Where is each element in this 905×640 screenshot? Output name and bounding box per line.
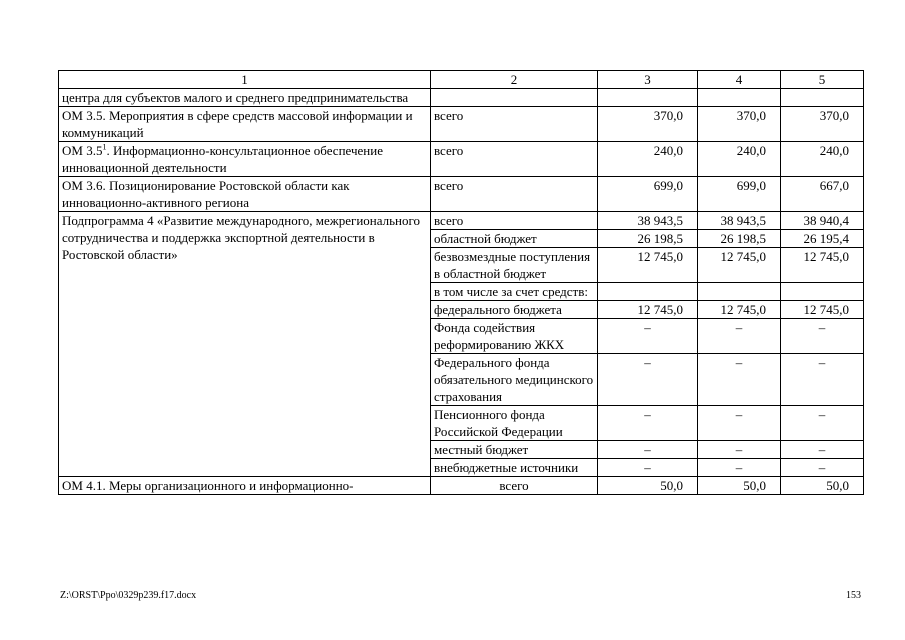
- value-cell: –: [598, 459, 698, 477]
- source-cell: местный бюджет: [431, 441, 598, 459]
- value-cell: –: [598, 354, 698, 406]
- value-cell: 50,0: [598, 477, 698, 495]
- value-cell: 12 745,0: [698, 301, 781, 319]
- header-row: [59, 71, 864, 89]
- value-cell: –: [598, 319, 698, 354]
- table-row: [59, 177, 864, 212]
- value-cell: 667,0: [781, 177, 864, 212]
- value-cell: –: [781, 459, 864, 477]
- value-cell: –: [598, 406, 698, 441]
- value-cell: –: [698, 319, 781, 354]
- row-name: центра для субъектов малого и среднего предпринимательства: [59, 89, 431, 107]
- value-cell: 50,0: [698, 477, 781, 495]
- value-cell: 12 745,0: [598, 301, 698, 319]
- source-cell: федерального бюджета: [431, 301, 598, 319]
- header-cell: 4: [698, 71, 781, 89]
- header-cell: 5: [781, 71, 864, 89]
- header-cell: 2: [431, 71, 598, 89]
- value-cell: –: [698, 459, 781, 477]
- value-cell: 50,0: [781, 477, 864, 495]
- row-name: ОМ 3.6. Позиционирование Ростовской области как инновационно-активного региона: [59, 177, 431, 212]
- header-cell: 1: [59, 71, 431, 89]
- value-cell: 699,0: [698, 177, 781, 212]
- row-name: ОМ 3.5. Мероприятия в сфере средств массовой информации и коммуникаций: [59, 107, 431, 142]
- source-cell: областной бюджет: [431, 230, 598, 248]
- value-cell: –: [781, 406, 864, 441]
- value-cell: 26 198,5: [598, 230, 698, 248]
- value-cell: 12 745,0: [698, 248, 781, 283]
- table-row: [59, 107, 864, 142]
- value-cell: 370,0: [598, 107, 698, 142]
- value-cell: 240,0: [781, 142, 864, 177]
- value-cell: –: [698, 354, 781, 406]
- page-number: 153: [846, 590, 861, 601]
- row-name: ОМ 4.1. Меры организационного и информационно-: [59, 477, 431, 495]
- source-cell: внебюджетные источники: [431, 459, 598, 477]
- table-row: [59, 212, 864, 230]
- table-row: [59, 142, 864, 177]
- source-cell: в том числе за счет средств:: [431, 283, 598, 301]
- value-cell: [781, 283, 864, 301]
- source-cell: всего: [431, 477, 598, 495]
- source-cell: всего: [431, 212, 598, 230]
- value-cell: 12 745,0: [598, 248, 698, 283]
- value-cell: –: [781, 354, 864, 406]
- source-cell: всего: [431, 142, 598, 177]
- source-cell: безвозмездные поступления в областной бюджет: [431, 248, 598, 283]
- subprogram-name: Подпрограмма 4 «Развитие международного, межрегионального сотрудничества и поддержка экспортной деятельности в Ростовской области»: [59, 212, 431, 477]
- value-cell: –: [781, 441, 864, 459]
- value-cell: 26 195,4: [781, 230, 864, 248]
- footer-file-path: Z:\ORST\Ppo\0329p239.f17.docx: [60, 590, 197, 601]
- value-cell: 12 745,0: [781, 301, 864, 319]
- value-cell: –: [781, 319, 864, 354]
- value-cell: 370,0: [781, 107, 864, 142]
- value-cell: –: [698, 441, 781, 459]
- value-cell: 240,0: [598, 142, 698, 177]
- value-cell: 370,0: [698, 107, 781, 142]
- header-cell: 3: [598, 71, 698, 89]
- source-cell: Федерального фонда обязательного медицинского страхования: [431, 354, 598, 406]
- value-cell: 12 745,0: [781, 248, 864, 283]
- value-cell: 38 940,4: [781, 212, 864, 230]
- value-cell: –: [598, 441, 698, 459]
- value-cell: [598, 283, 698, 301]
- value-cell: 240,0: [698, 142, 781, 177]
- table-row: [59, 89, 864, 107]
- value-cell: 38 943,5: [598, 212, 698, 230]
- row-name: ОМ $3.5^1$. Информационно-консультационное обеспечение инновационной деятельности: [59, 142, 431, 177]
- table-row: [59, 477, 864, 495]
- source-cell: Пенсионного фонда Российской Федерации: [431, 406, 598, 441]
- value-cell: 26 198,5: [698, 230, 781, 248]
- source-cell: всего: [431, 177, 598, 212]
- value-cell: –: [698, 406, 781, 441]
- value-cell: 699,0: [598, 177, 698, 212]
- value-cell: [698, 283, 781, 301]
- budget-table: [58, 70, 864, 495]
- source-cell: Фонда содействия реформированию ЖКХ: [431, 319, 598, 354]
- value-cell: 38 943,5: [698, 212, 781, 230]
- source-cell: всего: [431, 107, 598, 142]
